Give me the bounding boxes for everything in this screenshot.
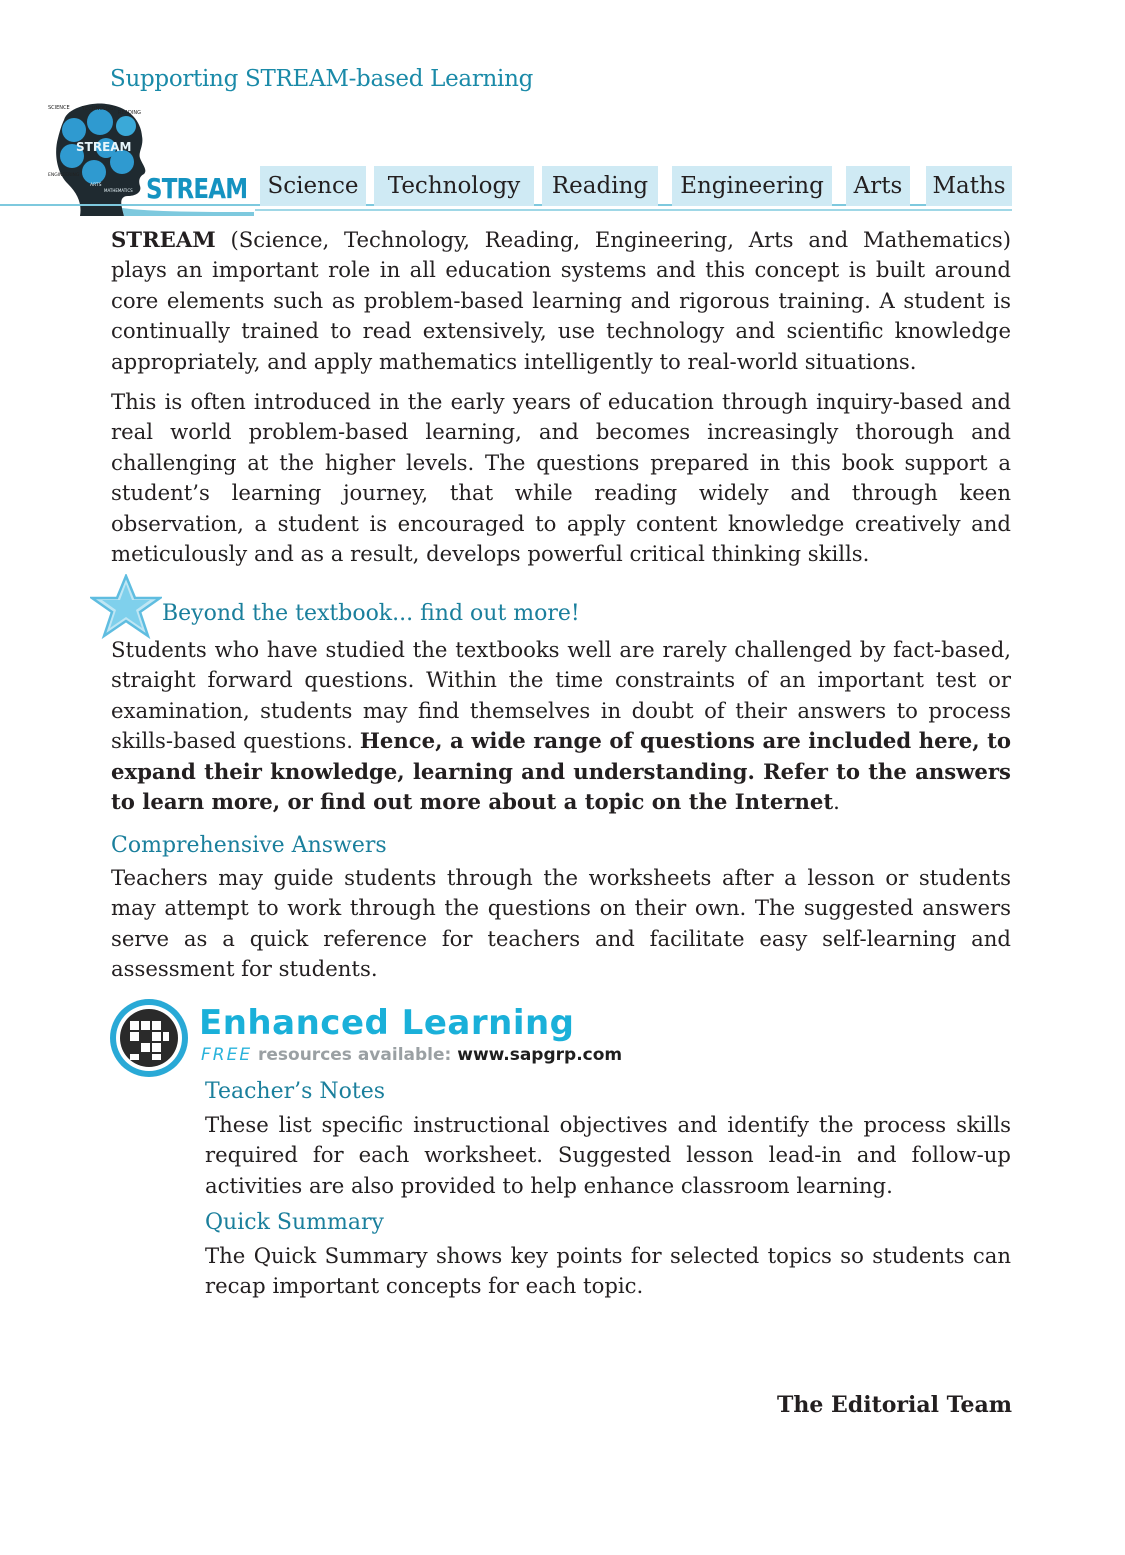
enhanced-learning-subtitle — [201, 1045, 622, 1065]
logo-word-engineering: ENGINEERING — [48, 173, 80, 178]
beyond-textbook-heading: Beyond the textbook... find out more! — [162, 601, 580, 626]
tab-arts: Arts — [846, 166, 910, 206]
website-url: www.sapgrp.com — [457, 1045, 623, 1065]
tab-technology: Technology — [374, 166, 534, 206]
resources-label: resources available: — [252, 1045, 458, 1065]
tab-engineering: Engineering — [672, 166, 832, 206]
beyond-text: Students who have studied the textbooks well are rarely challenged by fact-based, straight forward questions. Within the time constraints of an important test or examination, students may find themselves in doubt of their answers to process skills-based questions. — [111, 637, 1011, 754]
intro-bold-term: STREAM — [111, 227, 216, 252]
comprehensive-answers-paragraph: Teachers may guide students through the worksheets after a lesson or students may attempt to work through the questions on their own. The suggested answers serve as a quick reference for teachers and facilitate easy self-learning and assessment for students. — [111, 865, 1011, 982]
logo-word-reading: READING — [118, 110, 141, 116]
teachers-notes-paragraph: These list specific instructional objectives and identify the process skills required for each worksheet. Suggested lesson lead-in and follow-up activities are also provided to help enhance classroom learning. — [205, 1112, 1011, 1198]
running-title: Supporting STREAM-based Learning — [110, 66, 534, 92]
tab-science: Science — [260, 166, 366, 206]
logo-word-science: SCIENCE — [48, 105, 70, 111]
star-icon — [90, 574, 162, 640]
free-label: FREE — [201, 1045, 253, 1065]
teachers-notes-heading: Teacher’s Notes — [205, 1079, 386, 1104]
beyond-bold-text: Hence, a wide range of questions are included here, to expand their knowledge, learning and understanding. Refer to the answers to learn more, or find out more about a topic on the Internet — [111, 728, 1011, 815]
logo-word-arts: ARTS — [90, 183, 102, 188]
beyond-end: . — [833, 789, 840, 815]
quick-summary-paragraph: The Quick Summary shows key points for selected topics so students can recap important concepts for each topic. — [205, 1243, 1011, 1299]
tab-maths: Maths — [926, 166, 1012, 206]
logo-word-technology: TECHNOLOGY — [82, 106, 117, 112]
header-rule-secondary — [255, 209, 1012, 211]
enhanced-learning-logo — [108, 997, 190, 1079]
logo-word-mathematics: MATHEMATICS — [104, 188, 133, 193]
tab-reading: Reading — [542, 166, 658, 206]
quick-summary-heading: Quick Summary — [205, 1210, 384, 1235]
intro-paragraph-2: This is often introduced in the early years of education through inquiry-based and real world problem-based learning, and becomes increasingly thorough and challenging at the higher levels. The questions prepared in this book support a student’s learning journey, that while reading widely and through keen observation, a student is encouraged to apply content knowledge creatively and meticulously and as a result, develops powerful critical thinking skills. — [111, 389, 1011, 567]
editorial-signature: The Editorial Team — [777, 1392, 1012, 1418]
beyond-textbook-paragraph — [111, 635, 1011, 817]
logo-word-stream: STREAM — [76, 140, 132, 154]
enhanced-learning-title: Enhanced Learning — [199, 1003, 575, 1043]
comprehensive-answers-heading: Comprehensive Answers — [111, 833, 387, 858]
intro-paragraph-1 — [111, 225, 1011, 377]
intro-paragraph-1-text: (Science, Technology, Reading, Engineering, Arts and Mathematics) plays an important role in all education systems and this concept is built around core elements such as problem-based learning and rigorous training. A student is continually trained to read extensively, use technology and scientific knowledge appropriately, and apply mathematics intelligently to real-world situations. — [111, 227, 1011, 374]
stream-wordmark: STREAM — [146, 172, 248, 205]
